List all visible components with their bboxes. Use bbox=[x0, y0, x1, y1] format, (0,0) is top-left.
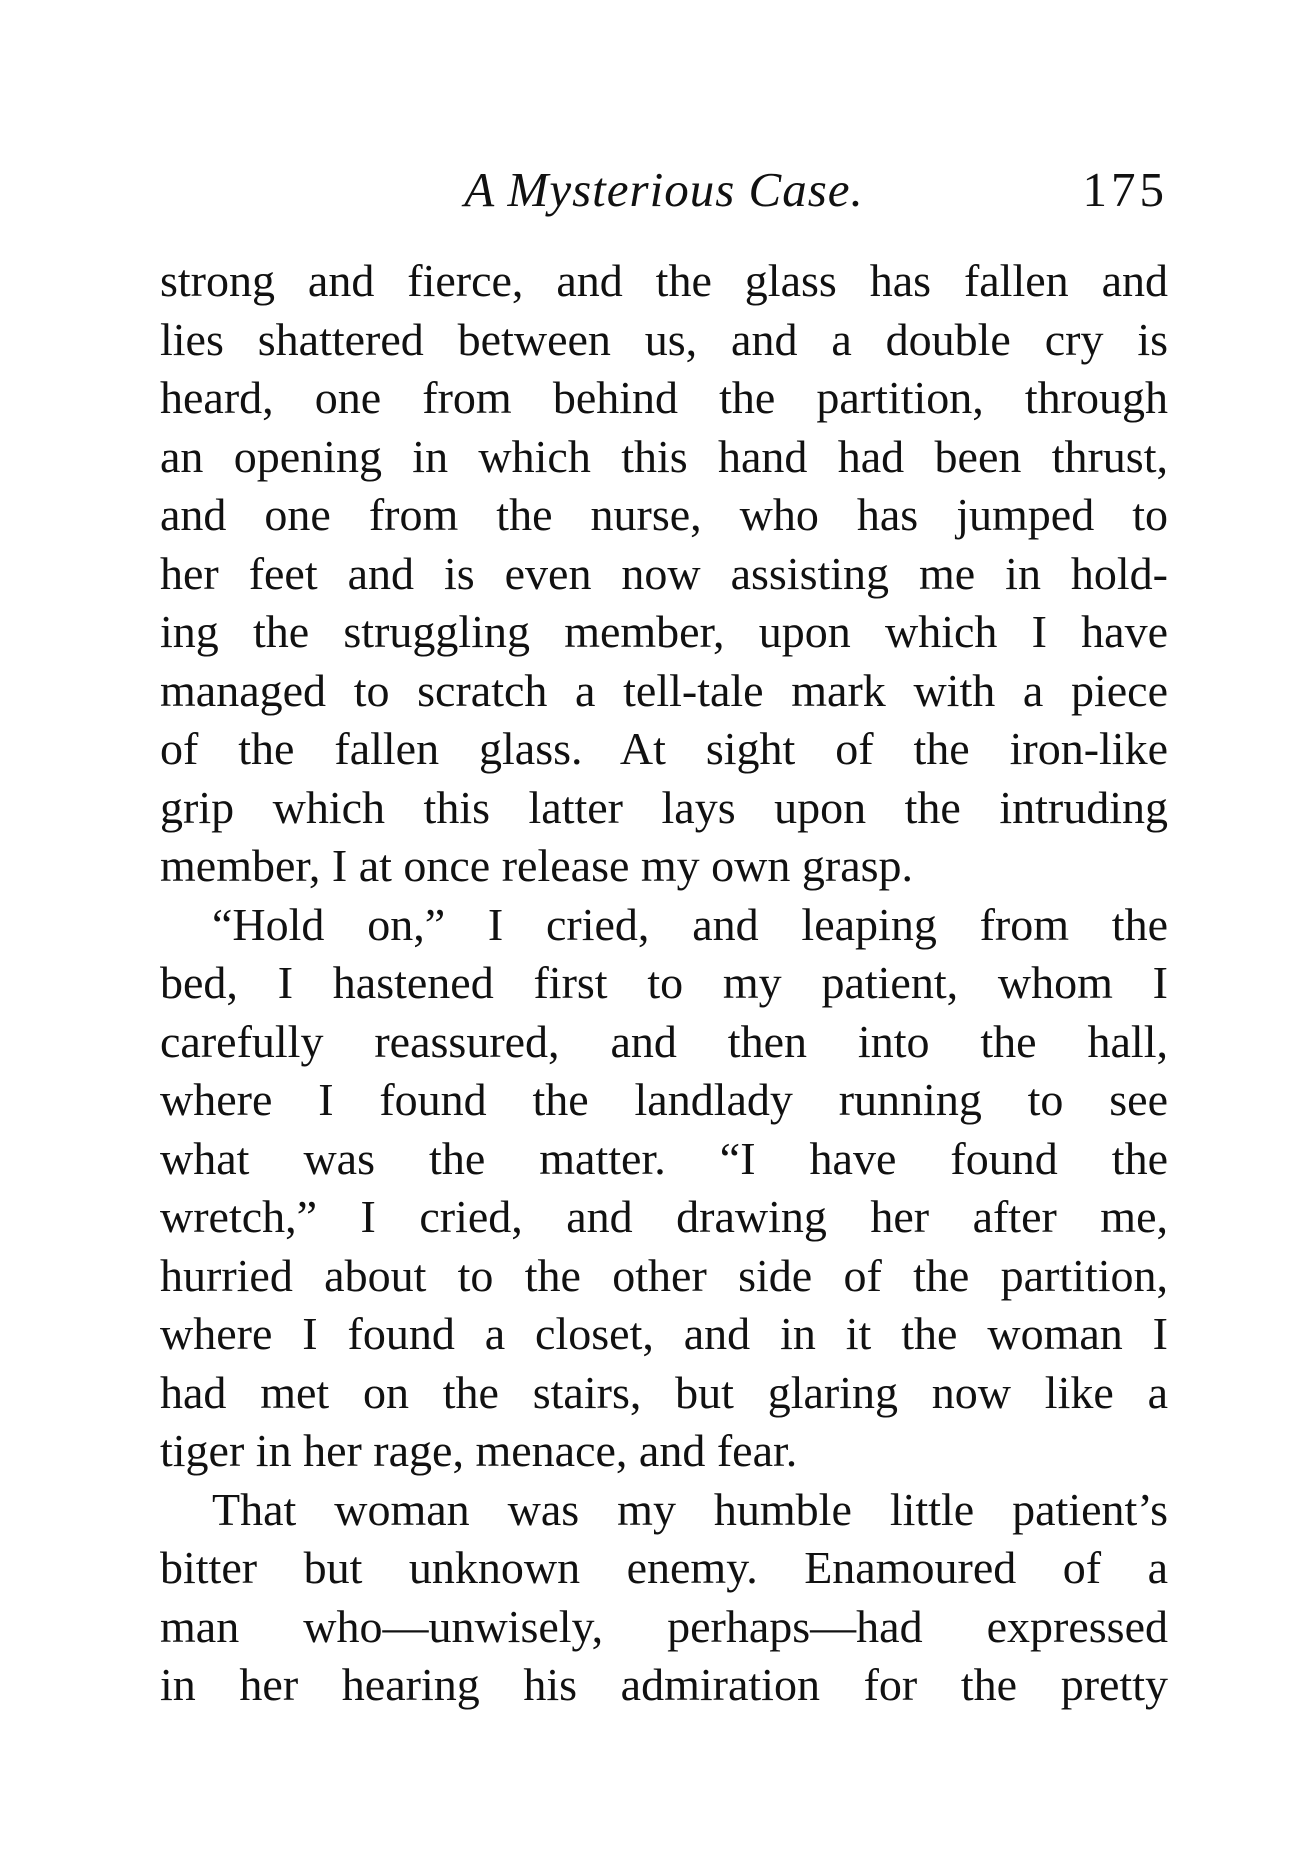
text-line: member, I at once release my own grasp. bbox=[160, 840, 914, 891]
text-line: strong and fierce, and the glass has fallen and bbox=[160, 255, 1168, 306]
running-title: A Mysterious Case. bbox=[464, 162, 864, 217]
running-head bbox=[160, 150, 1168, 230]
text-line: where I found the landlady running to see bbox=[160, 1074, 1168, 1125]
text-line: what was the matter. “I have found the bbox=[160, 1132, 1168, 1184]
text-line: in her hearing his admiration for the pretty bbox=[160, 1659, 1168, 1710]
text-line: her feet and is even now assisting me in hold- bbox=[160, 547, 1168, 599]
text-line: tiger in her rage, menace, and fear. bbox=[160, 1425, 798, 1476]
text-line: “Hold on,” I cried, and leaping from the bbox=[212, 898, 1168, 950]
page-number: 175 bbox=[1082, 162, 1168, 217]
text-line: an opening in which this hand had been thrust, bbox=[160, 430, 1168, 482]
text-line: and one from the nurse, who has jumped to bbox=[160, 489, 1168, 540]
text-line: carefully reassured, and then into the hall, bbox=[160, 1015, 1168, 1067]
text-line: hurried about to the other side of the partition, bbox=[160, 1249, 1168, 1301]
text-line: grip which this latter lays upon the intruding bbox=[160, 781, 1168, 833]
text-line: man who—unwisely, perhaps—had expressed bbox=[160, 1600, 1168, 1652]
text-line: of the fallen glass. At sight of the iron-like bbox=[160, 723, 1168, 774]
text-line: lies shattered between us, and a double cry is bbox=[160, 313, 1168, 365]
text-line: wretch,” I cried, and drawing her after me, bbox=[160, 1191, 1168, 1242]
text-line: had met on the stairs, but glaring now like a bbox=[160, 1366, 1168, 1418]
text-line: managed to scratch a tell-tale mark with a piece bbox=[160, 664, 1168, 716]
text-line: heard, one from behind the partition, through bbox=[160, 372, 1168, 423]
text-line: That woman was my humble little patient’s bbox=[212, 1483, 1168, 1535]
text-line: ing the struggling member, upon which I have bbox=[160, 606, 1168, 657]
text-line: bed, I hastened first to my patient, whom I bbox=[160, 957, 1168, 1008]
text-line: bitter but unknown enemy. Enamoured of a bbox=[160, 1542, 1168, 1593]
text-line: where I found a closet, and in it the woman I bbox=[160, 1308, 1168, 1359]
body-text bbox=[160, 252, 1168, 1715]
